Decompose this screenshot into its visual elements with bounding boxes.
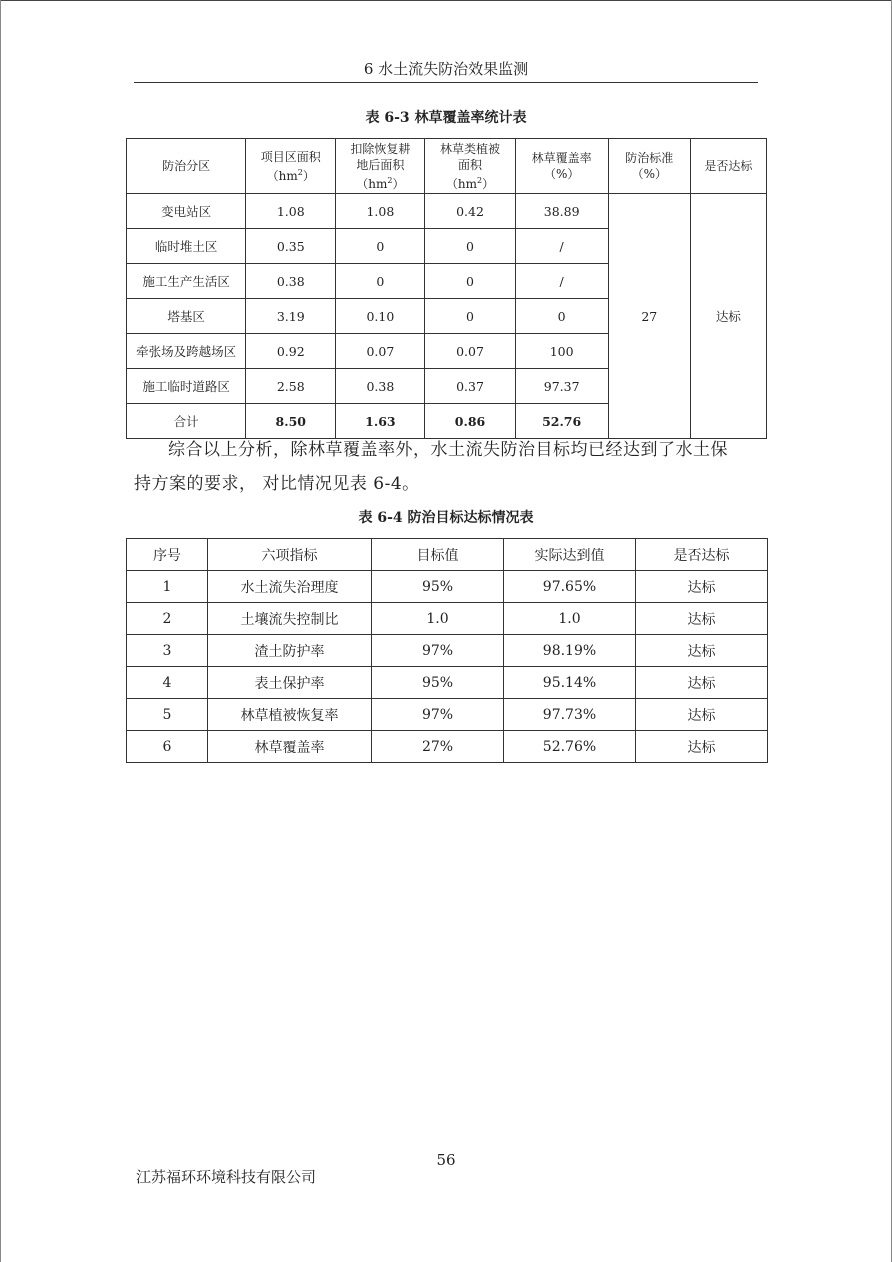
veg-area-cell: 0 (425, 264, 515, 299)
summary-paragraph-line1: 综合以上分析，除林草覆盖率外，水土流失防治目标均已经达到了水土保 (168, 440, 728, 460)
target-cell: 95% (372, 571, 504, 603)
total-area-cell: 8.50 (246, 404, 336, 439)
coverage-cell: 38.89 (515, 194, 608, 229)
veg-area-cell: 0 (425, 299, 515, 334)
actual-cell: 1.0 (504, 603, 636, 635)
indicator-cell: 水土流失治理度 (208, 571, 372, 603)
total-net-area-cell: 1.63 (336, 404, 425, 439)
table2-header-cell: 六项指标 (208, 539, 372, 571)
table1-header-cell: 是否达标 (690, 139, 766, 194)
table1-header-row (127, 139, 767, 194)
actual-cell: 95.14% (504, 667, 636, 699)
total-label-cell: 合计 (127, 404, 246, 439)
target-cell: 95% (372, 667, 504, 699)
indicator-cell: 土壤流失控制比 (208, 603, 372, 635)
area-cell: 3.19 (246, 299, 336, 334)
table2-header-cell: 序号 (127, 539, 208, 571)
zone-cell: 塔基区 (127, 299, 246, 334)
table-row (127, 603, 768, 635)
area-cell: 0.35 (246, 229, 336, 264)
result-cell: 达标 (690, 194, 766, 439)
prevention-targets-table (126, 538, 768, 763)
index-cell: 4 (127, 667, 208, 699)
coverage-cell: 97.37 (515, 369, 608, 404)
net-area-cell: 0 (336, 229, 425, 264)
table-row (127, 699, 768, 731)
result-cell: 达标 (636, 699, 768, 731)
veg-area-cell: 0.42 (425, 194, 515, 229)
result-cell: 达标 (636, 667, 768, 699)
area-cell: 2.58 (246, 369, 336, 404)
table1-caption: 表 6-3 林草覆盖率统计表 (365, 110, 527, 126)
total-coverage-cell: 52.76 (515, 404, 608, 439)
target-cell: 97% (372, 635, 504, 667)
table1-header-cell: 防治标准 （%） (608, 139, 690, 194)
table1-header-cell: 林草类植被 面积 $(hm^2)$ (425, 139, 515, 194)
page-number: 56 (436, 1151, 456, 1169)
coverage-cell: 100 (515, 334, 608, 369)
summary-paragraph-line2: 持方案的要求， 对比情况见表 6-4。 (134, 474, 420, 494)
result-cell: 达标 (636, 731, 768, 763)
result-cell: 达标 (636, 603, 768, 635)
table-row (127, 667, 768, 699)
table2-caption: 表 6-4 防治目标达标情况表 (358, 510, 534, 526)
target-cell: 1.0 (372, 603, 504, 635)
table-row (127, 635, 768, 667)
index-cell: 1 (127, 571, 208, 603)
index-cell: 2 (127, 603, 208, 635)
page-header: 6 水土流失防治效果监测 (363, 60, 529, 78)
net-area-cell: 0 (336, 264, 425, 299)
veg-area-cell: 0.07 (425, 334, 515, 369)
table2-header-cell: 实际达到值 (504, 539, 636, 571)
veg-area-cell: 0.37 (425, 369, 515, 404)
result-cell: 达标 (636, 635, 768, 667)
net-area-cell: 0.10 (336, 299, 425, 334)
area-cell: 0.92 (246, 334, 336, 369)
indicator-cell: 渣土防护率 (208, 635, 372, 667)
net-area-cell: 0.38 (336, 369, 425, 404)
actual-cell: 52.76% (504, 731, 636, 763)
indicator-cell: 表土保护率 (208, 667, 372, 699)
table-row (127, 571, 768, 603)
area-cell: 1.08 (246, 194, 336, 229)
forest-grass-coverage-table (126, 138, 767, 439)
zone-cell: 临时堆土区 (127, 229, 246, 264)
coverage-cell: 0 (515, 299, 608, 334)
area-cell: 0.38 (246, 264, 336, 299)
net-area-cell: 1.08 (336, 194, 425, 229)
table1-header-cell: 项目区面积 $(hm^2)$ (246, 139, 336, 194)
zone-cell: 施工临时道路区 (127, 369, 246, 404)
total-veg-area-cell: 0.86 (425, 404, 515, 439)
company-name: 江苏福环环境科技有限公司 (136, 1168, 317, 1186)
page-left-border (0, 0, 1, 1262)
standard-cell: 27 (608, 194, 690, 439)
index-cell: 5 (127, 699, 208, 731)
coverage-cell: / (515, 229, 608, 264)
coverage-cell: / (515, 264, 608, 299)
table2-header-cell: 是否达标 (636, 539, 768, 571)
veg-area-cell: 0 (425, 229, 515, 264)
indicator-cell: 林草覆盖率 (208, 731, 372, 763)
index-cell: 3 (127, 635, 208, 667)
target-cell: 97% (372, 699, 504, 731)
index-cell: 6 (127, 731, 208, 763)
table-row (127, 194, 767, 229)
net-area-cell: 0.07 (336, 334, 425, 369)
zone-cell: 牵张场及跨越场区 (127, 334, 246, 369)
table1-header-cell: 林草覆盖率 （%） (515, 139, 608, 194)
actual-cell: 97.73% (504, 699, 636, 731)
table2-header-row (127, 539, 768, 571)
header-divider (134, 82, 758, 83)
zone-cell: 变电站区 (127, 194, 246, 229)
target-cell: 27% (372, 731, 504, 763)
actual-cell: 98.19% (504, 635, 636, 667)
page-top-border (0, 0, 892, 1)
actual-cell: 97.65% (504, 571, 636, 603)
table2-header-cell: 目标值 (372, 539, 504, 571)
table-row (127, 731, 768, 763)
table1-header-cell: 扣除恢复耕 地后面积 $(hm^2)$ (336, 139, 425, 194)
zone-cell: 施工生产生活区 (127, 264, 246, 299)
indicator-cell: 林草植被恢复率 (208, 699, 372, 731)
table1-header-cell: 防治分区 (127, 139, 246, 194)
result-cell: 达标 (636, 571, 768, 603)
